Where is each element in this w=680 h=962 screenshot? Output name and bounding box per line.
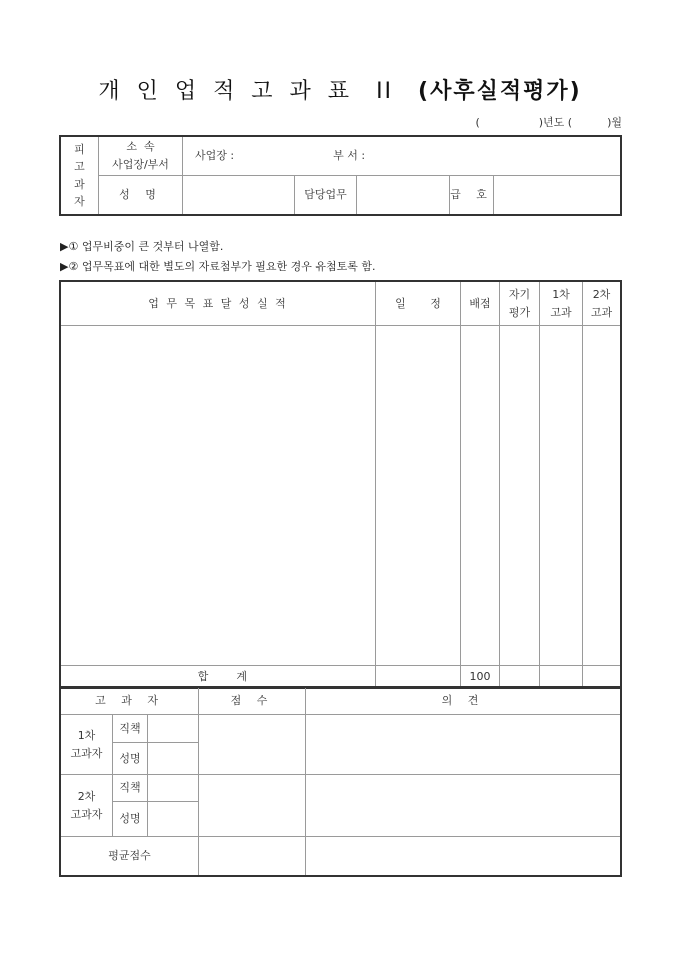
first-evaluator-line2: 고과자 <box>70 746 103 760</box>
grade-field[interactable] <box>494 176 621 215</box>
first-score-field[interactable] <box>199 715 306 775</box>
total-first-eval[interactable] <box>540 666 583 688</box>
title-numeral: II <box>376 79 394 104</box>
second-evaluator-line1: 2차 <box>77 789 96 803</box>
average-score-field[interactable] <box>199 837 306 876</box>
note-1: ▶① 업무비중이 큰 것부터 나열함. <box>60 240 224 253</box>
first-opinion-field[interactable] <box>306 715 621 775</box>
appraisee-side-label <box>61 137 99 215</box>
name-label: 성 명 <box>99 176 183 215</box>
year-label: )년도 ( <box>538 116 573 129</box>
title-subtitle: (사후실적평가) <box>418 79 582 104</box>
affiliation-label <box>99 137 183 176</box>
second-score-field[interactable] <box>199 775 306 837</box>
second-position-label: 직책 <box>113 775 148 802</box>
affiliation-label-line1: 소 속 <box>126 140 155 154</box>
header-second-eval-line2: 고과 <box>590 305 613 319</box>
first-evaluator-line1: 1차 <box>77 728 96 742</box>
header-first-eval <box>540 282 583 326</box>
second-evaluator-line2: 고과자 <box>70 807 103 821</box>
month-label: )월 <box>607 116 622 129</box>
points-field[interactable] <box>461 326 500 666</box>
duty-label: 담당업무 <box>295 176 357 215</box>
first-eval-field[interactable] <box>540 326 583 666</box>
second-name-label: 성명 <box>113 802 148 837</box>
side-char: 자 <box>74 194 85 208</box>
header-achievement: 업 무 목 표 달 성 실 적 <box>61 282 376 326</box>
first-name-field[interactable] <box>148 743 199 775</box>
performance-table <box>60 281 621 688</box>
total-label: 합 계 <box>61 666 376 688</box>
achievement-field[interactable] <box>61 326 376 666</box>
affiliation-field[interactable] <box>183 137 621 176</box>
second-eval-field[interactable] <box>583 326 621 666</box>
second-opinion-field[interactable] <box>306 775 621 837</box>
total-points: 100 <box>461 666 500 688</box>
evaluator-table <box>60 687 621 876</box>
first-name-label: 성명 <box>113 743 148 775</box>
header-first-eval-line2: 고과 <box>550 305 572 319</box>
duty-field[interactable] <box>357 176 450 215</box>
header-evaluator: 고 과 자 <box>61 688 199 715</box>
first-position-label: 직책 <box>113 715 148 743</box>
total-second-eval[interactable] <box>583 666 621 688</box>
header-schedule: 일 정 <box>376 282 461 326</box>
header-points: 배점 <box>461 282 500 326</box>
self-eval-field[interactable] <box>500 326 540 666</box>
header-score: 점 수 <box>199 688 306 715</box>
total-self-eval[interactable] <box>500 666 540 688</box>
second-position-field[interactable] <box>148 775 199 802</box>
side-char: 과 <box>74 177 85 191</box>
schedule-field[interactable] <box>376 326 461 666</box>
affiliation-label-line2: 사업장/부서 <box>112 158 169 171</box>
appraisee-table <box>60 136 621 215</box>
side-char: 피 <box>74 143 85 157</box>
title-main: 개 인 업 적 고 과 표 <box>98 79 352 104</box>
name-field[interactable] <box>183 176 295 215</box>
first-evaluator-label <box>61 715 113 775</box>
header-self-eval-line2: 평가 <box>508 305 531 319</box>
note-2: ▶② 업무목표에 대한 별도의 자료첨부가 필요한 경우 유첨토록 함. <box>60 260 376 273</box>
first-position-field[interactable] <box>148 715 199 743</box>
second-name-field[interactable] <box>148 802 199 837</box>
header-second-eval-line1: 2차 <box>592 287 611 301</box>
side-char: 고 <box>74 160 85 174</box>
year-open-paren: ( <box>475 116 480 129</box>
grade-label: 급 호 <box>450 176 494 215</box>
document-title <box>0 74 680 105</box>
average-score-label: 평균점수 <box>61 837 199 876</box>
header-self-eval <box>500 282 540 326</box>
header-self-eval-line1: 자기 <box>508 287 531 301</box>
year-month-line <box>475 114 622 130</box>
total-schedule <box>376 666 461 688</box>
average-opinion-field[interactable] <box>306 837 621 876</box>
department-label: 부 서 : <box>333 149 366 163</box>
second-evaluator-label <box>61 775 113 837</box>
header-second-eval <box>583 282 621 326</box>
workplace-label: 사업장 : <box>195 149 235 163</box>
header-first-eval-line1: 1차 <box>552 287 570 301</box>
header-opinion: 의 견 <box>306 688 621 715</box>
